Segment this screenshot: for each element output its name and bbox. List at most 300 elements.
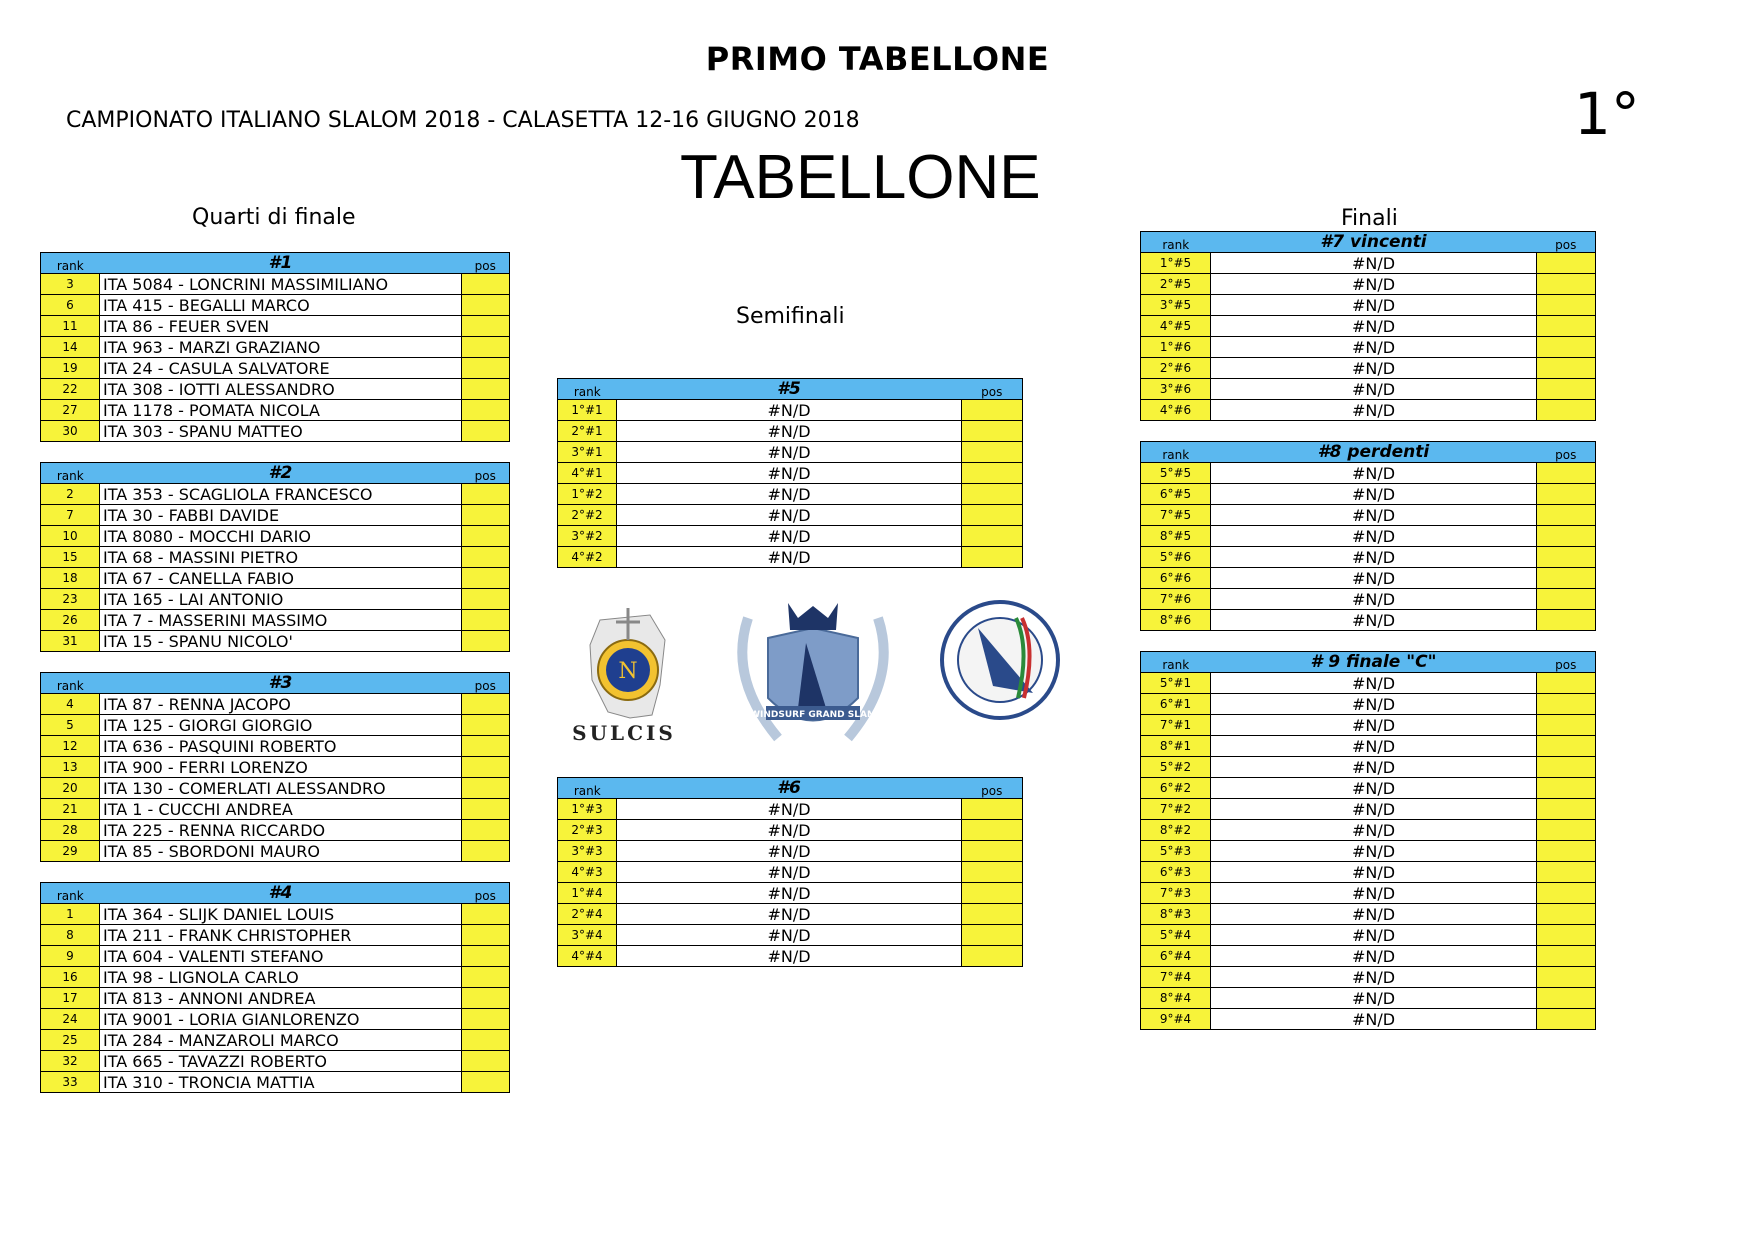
table-row bbox=[1141, 547, 1596, 568]
pos-input-cell[interactable] bbox=[462, 904, 510, 925]
rank-cell: 24 bbox=[41, 1009, 100, 1030]
rank-cell: 1°#4 bbox=[558, 883, 617, 904]
rank-cell: 9°#4 bbox=[1141, 1009, 1211, 1030]
competitor-cell: #N/D bbox=[1211, 337, 1537, 358]
rank-cell: 8°#6 bbox=[1141, 610, 1211, 631]
competitor-cell: ITA 85 - SBORDONI MAURO bbox=[100, 841, 462, 862]
table-row bbox=[1141, 946, 1596, 967]
rank-cell: 19 bbox=[41, 358, 100, 379]
table-row bbox=[41, 547, 510, 568]
competitor-cell: #N/D bbox=[617, 925, 962, 946]
pos-input-cell[interactable] bbox=[1537, 715, 1596, 736]
pos-input-cell[interactable] bbox=[1537, 358, 1596, 379]
competitor-cell: #N/D bbox=[1211, 757, 1537, 778]
pos-input-cell[interactable] bbox=[462, 547, 510, 568]
rank-column-header: rank bbox=[41, 253, 100, 274]
table-row bbox=[558, 421, 1023, 442]
rank-cell: 6 bbox=[41, 295, 100, 316]
pos-input-cell[interactable] bbox=[1537, 841, 1596, 862]
table-row bbox=[1141, 988, 1596, 1009]
rank-cell: 3°#4 bbox=[558, 925, 617, 946]
lega-navale-logo bbox=[560, 600, 690, 750]
competitor-cell: #N/D bbox=[617, 484, 962, 505]
pos-input-cell[interactable] bbox=[462, 736, 510, 757]
pos-input-cell[interactable] bbox=[962, 946, 1023, 967]
competitor-cell: #N/D bbox=[1211, 274, 1537, 295]
group-name: #5 bbox=[617, 379, 962, 400]
rank-cell: 5°#3 bbox=[1141, 841, 1211, 862]
table-row bbox=[41, 694, 510, 715]
table-row bbox=[41, 526, 510, 547]
table-row bbox=[1141, 526, 1596, 547]
rank-cell: 25 bbox=[41, 1030, 100, 1051]
table-row bbox=[1141, 925, 1596, 946]
rank-cell: 6°#6 bbox=[1141, 568, 1211, 589]
competitor-cell: #N/D bbox=[1211, 967, 1537, 988]
table-row bbox=[41, 337, 510, 358]
competitor-cell: ITA 636 - PASQUINI ROBERTO bbox=[100, 736, 462, 757]
pos-input-cell[interactable] bbox=[462, 820, 510, 841]
rank-cell: 6°#3 bbox=[1141, 862, 1211, 883]
pos-input-cell[interactable] bbox=[462, 1051, 510, 1072]
pos-input-cell[interactable] bbox=[462, 925, 510, 946]
sulcis-caption: SULCIS bbox=[572, 721, 676, 745]
table-row bbox=[41, 568, 510, 589]
table-header-row bbox=[1141, 232, 1596, 253]
pos-input-cell[interactable] bbox=[462, 715, 510, 736]
competitor-cell: ITA 284 - MANZAROLI MARCO bbox=[100, 1030, 462, 1051]
competitor-cell: #N/D bbox=[1211, 988, 1537, 1009]
table-row bbox=[1141, 484, 1596, 505]
rank-cell: 4°#3 bbox=[558, 862, 617, 883]
pos-input-cell[interactable] bbox=[962, 505, 1023, 526]
rank-cell: 7°#3 bbox=[1141, 883, 1211, 904]
table-row bbox=[558, 925, 1023, 946]
table-row bbox=[558, 904, 1023, 925]
rank-column-header: rank bbox=[1141, 652, 1211, 673]
pos-input-cell[interactable] bbox=[1537, 925, 1596, 946]
competitor-cell: #N/D bbox=[1211, 253, 1537, 274]
table-row bbox=[41, 274, 510, 295]
rank-cell: 32 bbox=[41, 1051, 100, 1072]
pos-input-cell[interactable] bbox=[462, 484, 510, 505]
rank-cell: 15 bbox=[41, 547, 100, 568]
competitor-cell: #N/D bbox=[1211, 400, 1537, 421]
pos-input-cell[interactable] bbox=[462, 589, 510, 610]
competitor-cell: ITA 24 - CASULA SALVATORE bbox=[100, 358, 462, 379]
pos-input-cell[interactable] bbox=[1537, 904, 1596, 925]
pos-input-cell[interactable] bbox=[1537, 883, 1596, 904]
quarter-group-2 bbox=[40, 462, 510, 652]
pos-input-cell[interactable] bbox=[1537, 505, 1596, 526]
competitor-cell: ITA 30 - FABBI DAVIDE bbox=[100, 505, 462, 526]
table-row bbox=[41, 631, 510, 652]
pos-column-header: pos bbox=[462, 883, 510, 904]
pos-input-cell[interactable] bbox=[962, 442, 1023, 463]
table-row bbox=[41, 715, 510, 736]
table-header-row bbox=[558, 778, 1023, 799]
pos-input-cell[interactable] bbox=[1537, 547, 1596, 568]
competitor-cell: #N/D bbox=[1211, 904, 1537, 925]
rank-cell: 3°#2 bbox=[558, 526, 617, 547]
pos-input-cell[interactable] bbox=[462, 421, 510, 442]
competitor-cell: ITA 8080 - MOCCHI DARIO bbox=[100, 526, 462, 547]
competitor-cell: #N/D bbox=[1211, 568, 1537, 589]
table-row bbox=[41, 946, 510, 967]
competitor-cell: #N/D bbox=[1211, 505, 1537, 526]
competitor-cell: ITA 87 - RENNA JACOPO bbox=[100, 694, 462, 715]
windsurf-grand-slam-logo bbox=[718, 578, 908, 768]
final-group-9 bbox=[1140, 651, 1596, 1030]
pos-input-cell[interactable] bbox=[1537, 736, 1596, 757]
rank-cell: 4°#2 bbox=[558, 547, 617, 568]
competitor-cell: #N/D bbox=[1211, 358, 1537, 379]
quarter-group-3 bbox=[40, 672, 510, 862]
pos-column-header: pos bbox=[462, 463, 510, 484]
rank-cell: 9 bbox=[41, 946, 100, 967]
competitor-cell: #N/D bbox=[1211, 778, 1537, 799]
pos-input-cell[interactable] bbox=[1537, 274, 1596, 295]
page-title: PRIMO TABELLONE bbox=[705, 40, 1050, 78]
table-row bbox=[1141, 694, 1596, 715]
rank-cell: 2 bbox=[41, 484, 100, 505]
table-row bbox=[558, 841, 1023, 862]
competitor-cell: ITA 415 - BEGALLI MARCO bbox=[100, 295, 462, 316]
table-row bbox=[1141, 316, 1596, 337]
pos-input-cell[interactable] bbox=[462, 967, 510, 988]
rank-cell: 2°#2 bbox=[558, 505, 617, 526]
semi-group-6 bbox=[557, 777, 1023, 967]
table-row bbox=[558, 820, 1023, 841]
table-row bbox=[1141, 1009, 1596, 1030]
pos-input-cell[interactable] bbox=[962, 421, 1023, 442]
table-header-row bbox=[1141, 442, 1596, 463]
table-row bbox=[1141, 904, 1596, 925]
rank-cell: 7 bbox=[41, 505, 100, 526]
group-name: #8 perdenti bbox=[1211, 442, 1537, 463]
svg-text:N: N bbox=[618, 659, 638, 684]
pos-input-cell[interactable] bbox=[462, 988, 510, 1009]
pos-input-cell[interactable] bbox=[1537, 379, 1596, 400]
rank-cell: 6°#2 bbox=[1141, 778, 1211, 799]
rank-cell: 4°#1 bbox=[558, 463, 617, 484]
rank-cell: 30 bbox=[41, 421, 100, 442]
competitor-cell: #N/D bbox=[1211, 694, 1537, 715]
pos-input-cell[interactable] bbox=[1537, 316, 1596, 337]
rank-cell: 21 bbox=[41, 799, 100, 820]
competitor-cell: #N/D bbox=[1211, 610, 1537, 631]
pos-input-cell[interactable] bbox=[962, 904, 1023, 925]
rank-cell: 31 bbox=[41, 631, 100, 652]
rank-cell: 1°#1 bbox=[558, 400, 617, 421]
pos-input-cell[interactable] bbox=[1537, 253, 1596, 274]
pos-input-cell[interactable] bbox=[1537, 820, 1596, 841]
rank-cell: 20 bbox=[41, 778, 100, 799]
pos-input-cell[interactable] bbox=[1537, 673, 1596, 694]
pos-input-cell[interactable] bbox=[1537, 1009, 1596, 1030]
rank-cell: 3°#5 bbox=[1141, 295, 1211, 316]
table-row bbox=[41, 778, 510, 799]
table-row bbox=[558, 484, 1023, 505]
pos-input-cell[interactable] bbox=[962, 925, 1023, 946]
rank-cell: 4°#4 bbox=[558, 946, 617, 967]
pos-input-cell[interactable] bbox=[1537, 484, 1596, 505]
pos-input-cell[interactable] bbox=[462, 694, 510, 715]
table-row bbox=[41, 1072, 510, 1093]
pos-input-cell[interactable] bbox=[962, 862, 1023, 883]
pos-input-cell[interactable] bbox=[1537, 295, 1596, 316]
competitor-cell: #N/D bbox=[617, 946, 962, 967]
competitor-cell: #N/D bbox=[617, 883, 962, 904]
table-row bbox=[41, 967, 510, 988]
pos-input-cell[interactable] bbox=[962, 799, 1023, 820]
table-row bbox=[558, 526, 1023, 547]
competitor-cell: ITA 130 - COMERLATI ALESSANDRO bbox=[100, 778, 462, 799]
final-group-7 bbox=[1140, 231, 1596, 421]
table-row bbox=[1141, 253, 1596, 274]
rank-column-header: rank bbox=[1141, 232, 1211, 253]
competitor-cell: #N/D bbox=[1211, 589, 1537, 610]
pos-input-cell[interactable] bbox=[962, 547, 1023, 568]
final-group-8 bbox=[1140, 441, 1596, 631]
pos-input-cell[interactable] bbox=[462, 337, 510, 358]
pos-input-cell[interactable] bbox=[462, 400, 510, 421]
competitor-cell: ITA 15 - SPANU NICOLO' bbox=[100, 631, 462, 652]
table-row bbox=[1141, 736, 1596, 757]
rank-cell: 11 bbox=[41, 316, 100, 337]
pos-input-cell[interactable] bbox=[462, 1072, 510, 1093]
quarter-group-1 bbox=[40, 252, 510, 442]
competitor-cell: #N/D bbox=[617, 526, 962, 547]
table-row bbox=[41, 610, 510, 631]
table-row bbox=[41, 1009, 510, 1030]
rank-cell: 27 bbox=[41, 400, 100, 421]
pos-input-cell[interactable] bbox=[462, 505, 510, 526]
rank-column-header: rank bbox=[1141, 442, 1211, 463]
rank-cell: 7°#2 bbox=[1141, 799, 1211, 820]
rank-cell: 13 bbox=[41, 757, 100, 778]
table-row bbox=[558, 505, 1023, 526]
pos-input-cell[interactable] bbox=[1537, 757, 1596, 778]
pos-input-cell[interactable] bbox=[1537, 946, 1596, 967]
table-row bbox=[1141, 862, 1596, 883]
pos-input-cell[interactable] bbox=[1537, 967, 1596, 988]
round-number: 1° bbox=[1574, 80, 1640, 148]
competitor-cell: ITA 86 - FEUER SVEN bbox=[100, 316, 462, 337]
competitor-cell: #N/D bbox=[1211, 946, 1537, 967]
pos-input-cell[interactable] bbox=[462, 946, 510, 967]
competitor-cell: #N/D bbox=[1211, 379, 1537, 400]
rank-cell: 29 bbox=[41, 841, 100, 862]
competitor-cell: #N/D bbox=[1211, 526, 1537, 547]
pos-input-cell[interactable] bbox=[462, 778, 510, 799]
competitor-cell: ITA 67 - CANELLA FABIO bbox=[100, 568, 462, 589]
group-name: #6 bbox=[617, 778, 962, 799]
quarter-group-4 bbox=[40, 882, 510, 1093]
big-title: TABELLONE bbox=[680, 145, 1041, 203]
competitor-cell: ITA 9001 - LORIA GIANLORENZO bbox=[100, 1009, 462, 1030]
rank-cell: 7°#1 bbox=[1141, 715, 1211, 736]
pos-input-cell[interactable] bbox=[962, 820, 1023, 841]
table-row bbox=[1141, 778, 1596, 799]
competitor-cell: #N/D bbox=[1211, 925, 1537, 946]
table-row bbox=[1141, 568, 1596, 589]
pos-input-cell[interactable] bbox=[962, 400, 1023, 421]
pos-input-cell[interactable] bbox=[1537, 526, 1596, 547]
rank-cell: 2°#5 bbox=[1141, 274, 1211, 295]
group-name: #7 vincenti bbox=[1211, 232, 1537, 253]
pos-input-cell[interactable] bbox=[1537, 589, 1596, 610]
pos-input-cell[interactable] bbox=[1537, 337, 1596, 358]
pos-input-cell[interactable] bbox=[1537, 463, 1596, 484]
competitor-cell: #N/D bbox=[1211, 715, 1537, 736]
pos-input-cell[interactable] bbox=[462, 841, 510, 862]
rank-cell: 6°#5 bbox=[1141, 484, 1211, 505]
rank-cell: 7°#5 bbox=[1141, 505, 1211, 526]
rank-cell: 16 bbox=[41, 967, 100, 988]
pos-input-cell[interactable] bbox=[462, 358, 510, 379]
pos-input-cell[interactable] bbox=[962, 484, 1023, 505]
pos-input-cell[interactable] bbox=[462, 379, 510, 400]
competitor-cell: ITA 211 - FRANK CHRISTOPHER bbox=[100, 925, 462, 946]
rank-cell: 18 bbox=[41, 568, 100, 589]
pos-input-cell[interactable] bbox=[462, 295, 510, 316]
windsurf-grand-slam-icon bbox=[718, 578, 908, 768]
rank-cell: 5°#2 bbox=[1141, 757, 1211, 778]
table-header-row bbox=[41, 673, 510, 694]
table-header-row bbox=[41, 883, 510, 904]
rank-cell: 8°#1 bbox=[1141, 736, 1211, 757]
competitor-cell: ITA 665 - TAVAZZI ROBERTO bbox=[100, 1051, 462, 1072]
rank-cell: 5°#4 bbox=[1141, 925, 1211, 946]
competitor-cell: ITA 125 - GIORGI GIORGIO bbox=[100, 715, 462, 736]
pos-input-cell[interactable] bbox=[462, 1030, 510, 1051]
rank-cell: 6°#1 bbox=[1141, 694, 1211, 715]
rank-cell: 8 bbox=[41, 925, 100, 946]
table-row bbox=[1141, 757, 1596, 778]
table-row bbox=[558, 400, 1023, 421]
table-row bbox=[1141, 883, 1596, 904]
table-row bbox=[41, 799, 510, 820]
pos-column-header: pos bbox=[1537, 652, 1596, 673]
competitor-cell: ITA 1178 - POMATA NICOLA bbox=[100, 400, 462, 421]
pos-input-cell[interactable] bbox=[962, 526, 1023, 547]
rank-cell: 5°#1 bbox=[1141, 673, 1211, 694]
table-row bbox=[1141, 379, 1596, 400]
pos-column-header: pos bbox=[462, 673, 510, 694]
competitor-cell: ITA 963 - MARZI GRAZIANO bbox=[100, 337, 462, 358]
rank-cell: 12 bbox=[41, 736, 100, 757]
grand-slam-caption: WINDSURF GRAND SLAM bbox=[750, 710, 876, 720]
competitor-cell: ITA 813 - ANNONI ANDREA bbox=[100, 988, 462, 1009]
pos-input-cell[interactable] bbox=[462, 631, 510, 652]
pos-input-cell[interactable] bbox=[462, 526, 510, 547]
table-row bbox=[558, 883, 1023, 904]
rank-cell: 2°#4 bbox=[558, 904, 617, 925]
table-row bbox=[1141, 967, 1596, 988]
pos-input-cell[interactable] bbox=[962, 883, 1023, 904]
rank-cell: 1°#3 bbox=[558, 799, 617, 820]
competitor-cell: #N/D bbox=[1211, 799, 1537, 820]
pos-input-cell[interactable] bbox=[1537, 400, 1596, 421]
pos-input-cell[interactable] bbox=[1537, 778, 1596, 799]
rank-column-header: rank bbox=[41, 883, 100, 904]
competitor-cell: #N/D bbox=[1211, 463, 1537, 484]
pos-input-cell[interactable] bbox=[1537, 988, 1596, 1009]
table-row bbox=[558, 463, 1023, 484]
rank-cell: 1°#2 bbox=[558, 484, 617, 505]
group-name: #2 bbox=[100, 463, 462, 484]
competitor-cell: ITA 604 - VALENTI STEFANO bbox=[100, 946, 462, 967]
table-row bbox=[41, 589, 510, 610]
competitor-cell: #N/D bbox=[617, 904, 962, 925]
competitor-cell: #N/D bbox=[617, 841, 962, 862]
rank-cell: 7°#4 bbox=[1141, 967, 1211, 988]
pos-input-cell[interactable] bbox=[462, 316, 510, 337]
table-row bbox=[41, 400, 510, 421]
table-row bbox=[41, 1030, 510, 1051]
pos-input-cell[interactable] bbox=[462, 610, 510, 631]
table-row bbox=[41, 295, 510, 316]
table-row bbox=[1141, 799, 1596, 820]
competitor-cell: #N/D bbox=[1211, 736, 1537, 757]
table-row bbox=[41, 841, 510, 862]
pos-input-cell[interactable] bbox=[1537, 799, 1596, 820]
table-row bbox=[41, 316, 510, 337]
pos-input-cell[interactable] bbox=[462, 568, 510, 589]
rank-cell: 2°#3 bbox=[558, 820, 617, 841]
pos-input-cell[interactable] bbox=[462, 274, 510, 295]
competitor-cell: #N/D bbox=[1211, 883, 1537, 904]
pos-input-cell[interactable] bbox=[1537, 862, 1596, 883]
rank-cell: 5 bbox=[41, 715, 100, 736]
table-row bbox=[41, 358, 510, 379]
competitor-cell: ITA 68 - MASSINI PIETRO bbox=[100, 547, 462, 568]
rank-cell: 8°#2 bbox=[1141, 820, 1211, 841]
pos-input-cell[interactable] bbox=[462, 1009, 510, 1030]
competitor-cell: #N/D bbox=[617, 421, 962, 442]
table-row bbox=[41, 736, 510, 757]
rank-cell: 3°#1 bbox=[558, 442, 617, 463]
pos-input-cell[interactable] bbox=[962, 463, 1023, 484]
rank-cell: 26 bbox=[41, 610, 100, 631]
table-row bbox=[41, 820, 510, 841]
competitor-cell: #N/D bbox=[617, 463, 962, 484]
table-row bbox=[1141, 589, 1596, 610]
competitor-cell: ITA 225 - RENNA RICCARDO bbox=[100, 820, 462, 841]
competitor-cell: ITA 310 - TRONCIA MATTIA bbox=[100, 1072, 462, 1093]
competitor-cell: #N/D bbox=[617, 799, 962, 820]
table-row bbox=[1141, 505, 1596, 526]
pos-input-cell[interactable] bbox=[462, 757, 510, 778]
rank-column-header: rank bbox=[41, 673, 100, 694]
pos-input-cell[interactable] bbox=[1537, 568, 1596, 589]
table-row bbox=[41, 421, 510, 442]
table-row bbox=[558, 442, 1023, 463]
rank-column-header: rank bbox=[41, 463, 100, 484]
table-row bbox=[1141, 841, 1596, 862]
pos-input-cell[interactable] bbox=[1537, 694, 1596, 715]
table-row bbox=[1141, 715, 1596, 736]
pos-input-cell[interactable] bbox=[1537, 610, 1596, 631]
classi-windsurf-logo bbox=[938, 598, 1068, 728]
table-row bbox=[1141, 673, 1596, 694]
pos-input-cell[interactable] bbox=[462, 799, 510, 820]
competitor-cell: ITA 308 - IOTTI ALESSANDRO bbox=[100, 379, 462, 400]
competitor-cell: ITA 900 - FERRI LORENZO bbox=[100, 757, 462, 778]
pos-input-cell[interactable] bbox=[962, 841, 1023, 862]
rank-cell: 28 bbox=[41, 820, 100, 841]
